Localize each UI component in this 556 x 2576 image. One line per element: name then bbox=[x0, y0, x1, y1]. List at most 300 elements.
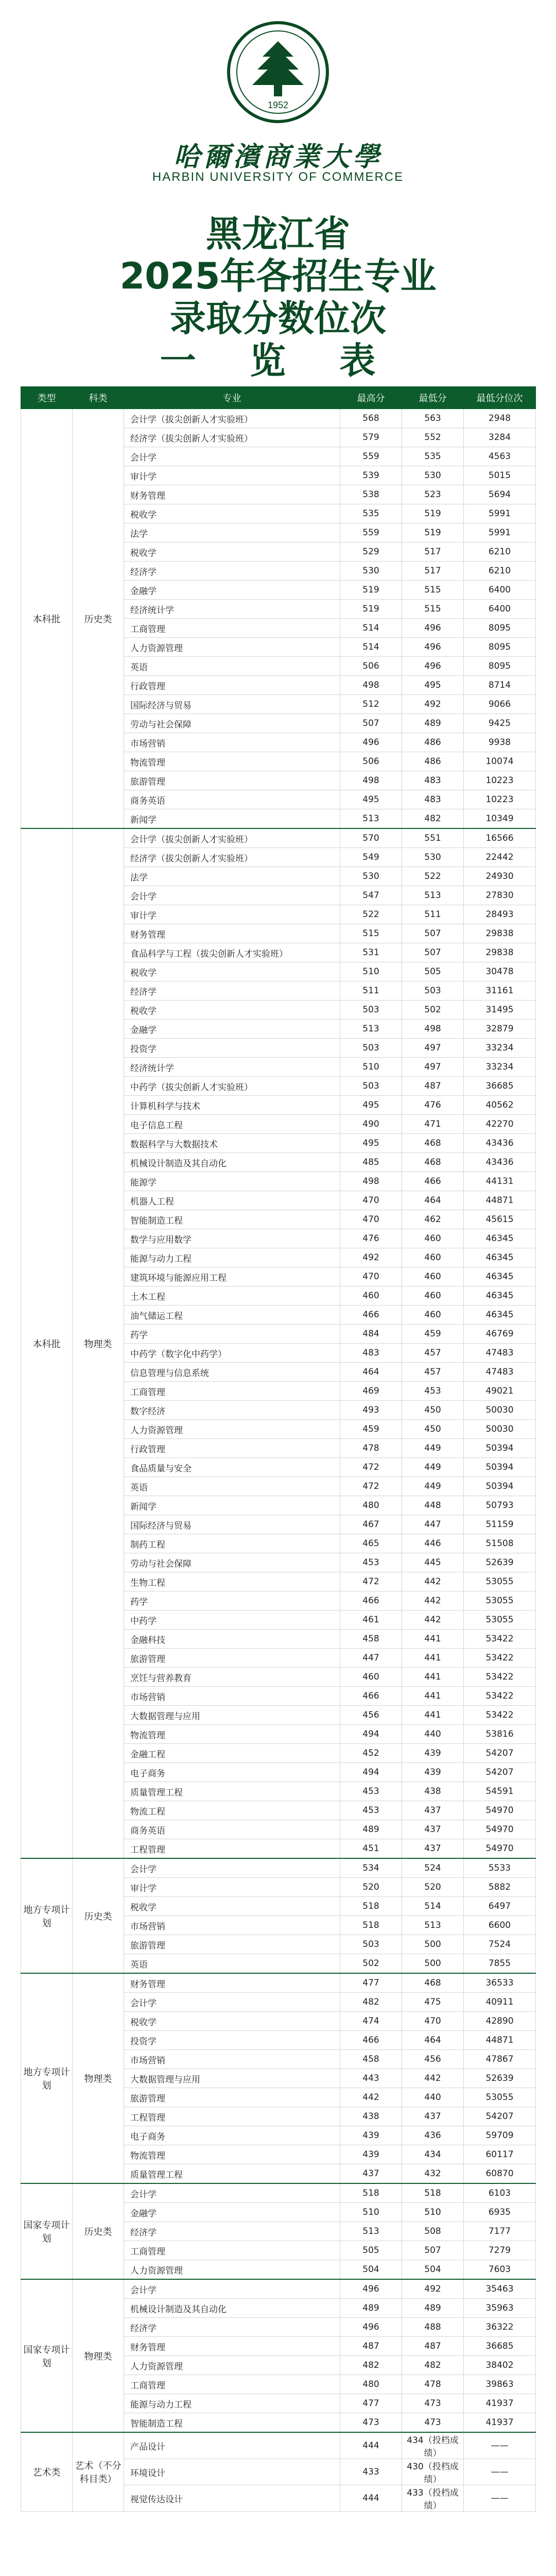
cell-min-score: 441 bbox=[402, 1649, 464, 1668]
cell-min-rank: 41937 bbox=[464, 2413, 536, 2433]
cell-major: 会计学 bbox=[124, 886, 340, 905]
cell-min-score: 503 bbox=[402, 981, 464, 1001]
cell-min-score: 432 bbox=[402, 2164, 464, 2184]
cell-min-rank: 50793 bbox=[464, 1496, 536, 1515]
cell-type: 地方专项计划 bbox=[21, 1973, 73, 2183]
cell-max-score: 504 bbox=[340, 2260, 402, 2280]
cell-min-score: 433（投档成绩） bbox=[402, 2485, 464, 2512]
cell-max-score: 458 bbox=[340, 1630, 402, 1649]
cell-major: 金融科技 bbox=[124, 1630, 340, 1649]
cell-major: 商务英语 bbox=[124, 1820, 340, 1839]
cell-min-score: 442 bbox=[402, 1611, 464, 1630]
cell-major: 会计学 bbox=[124, 1858, 340, 1878]
cell-max-score: 456 bbox=[340, 1706, 402, 1725]
cell-min-rank: 45615 bbox=[464, 1210, 536, 1229]
cell-max-score: 470 bbox=[340, 1191, 402, 1210]
cell-major: 人力资源管理 bbox=[124, 2356, 340, 2375]
cell-min-score: 437 bbox=[402, 1839, 464, 1859]
cell-max-score: 534 bbox=[340, 1858, 402, 1878]
cell-major: 投资学 bbox=[124, 2031, 340, 2050]
cell-major: 税收学 bbox=[124, 1897, 340, 1916]
cell-major: 旅游管理 bbox=[124, 1649, 340, 1668]
cell-major: 财务管理 bbox=[124, 2337, 340, 2356]
cell-major: 能源与动力工程 bbox=[124, 2394, 340, 2413]
cell-min-rank: 5694 bbox=[464, 485, 536, 504]
cell-max-score: 466 bbox=[340, 1687, 402, 1706]
cell-type: 地方专项计划 bbox=[21, 1858, 73, 1973]
cell-major: 市场营销 bbox=[124, 1687, 340, 1706]
cell-max-score: 496 bbox=[340, 2279, 402, 2299]
cell-min-score: 453 bbox=[402, 1382, 464, 1401]
cell-min-rank: 53816 bbox=[464, 1725, 536, 1744]
cell-min-score: 563 bbox=[402, 409, 464, 428]
cell-min-score: 523 bbox=[402, 485, 464, 504]
cell-major: 金融学 bbox=[124, 2203, 340, 2222]
cell-min-score: 513 bbox=[402, 1916, 464, 1935]
cell-max-score: 547 bbox=[340, 886, 402, 905]
cell-min-score: 535 bbox=[402, 447, 464, 466]
cell-max-score: 478 bbox=[340, 1439, 402, 1458]
university-name-cn: 哈爾濱商業大學 bbox=[173, 141, 383, 173]
cell-min-score: 530 bbox=[402, 848, 464, 867]
cell-max-score: 496 bbox=[340, 2318, 402, 2337]
cell-max-score: 503 bbox=[340, 1935, 402, 1954]
cell-major: 工商管理 bbox=[124, 2375, 340, 2394]
cell-major: 税收学 bbox=[124, 504, 340, 523]
cell-min-rank: 5991 bbox=[464, 523, 536, 543]
cell-type: 本科批 bbox=[21, 828, 73, 1858]
cell-min-score: 483 bbox=[402, 790, 464, 809]
cell-major: 劳动与社会保障 bbox=[124, 1553, 340, 1572]
cell-min-rank: 51159 bbox=[464, 1515, 536, 1534]
cell-major: 工程管理 bbox=[124, 1839, 340, 1859]
cell-min-rank: 54207 bbox=[464, 2107, 536, 2126]
cell-major: 信息管理与信息系统 bbox=[124, 1363, 340, 1382]
cell-max-score: 477 bbox=[340, 1973, 402, 1993]
cell-min-score: 439 bbox=[402, 1744, 464, 1763]
cell-min-score: 430（投档成绩） bbox=[402, 2459, 464, 2485]
cell-subject: 历史类 bbox=[73, 409, 124, 829]
cell-min-score: 519 bbox=[402, 504, 464, 523]
cell-min-rank: 49021 bbox=[464, 1382, 536, 1401]
cell-min-rank: 22442 bbox=[464, 848, 536, 867]
cell-min-rank: 10074 bbox=[464, 752, 536, 771]
cell-major: 生物工程 bbox=[124, 1572, 340, 1591]
cell-min-rank: 6210 bbox=[464, 562, 536, 581]
cell-max-score: 511 bbox=[340, 981, 402, 1001]
cell-max-score: 513 bbox=[340, 2222, 402, 2241]
cell-max-score: 514 bbox=[340, 619, 402, 638]
table-row bbox=[21, 1973, 536, 1993]
cell-max-score: 437 bbox=[340, 2164, 402, 2184]
page-title-line-3: 录取分数位次 bbox=[170, 297, 386, 340]
cell-min-rank: 53422 bbox=[464, 1687, 536, 1706]
cell-min-score: 524 bbox=[402, 1858, 464, 1878]
cell-min-score: 437 bbox=[402, 2107, 464, 2126]
cell-major: 工商管理 bbox=[124, 2241, 340, 2260]
cell-type: 国家专项计划 bbox=[21, 2279, 73, 2432]
cell-min-rank: 46345 bbox=[464, 1248, 536, 1267]
cell-max-score: 460 bbox=[340, 1668, 402, 1687]
cell-min-score: 498 bbox=[402, 1020, 464, 1039]
cell-major: 法学 bbox=[124, 523, 340, 543]
cell-max-score: 559 bbox=[340, 523, 402, 543]
cell-min-score: 513 bbox=[402, 886, 464, 905]
cell-major: 旅游管理 bbox=[124, 771, 340, 790]
cell-min-score: 496 bbox=[402, 638, 464, 657]
cell-min-rank: 53422 bbox=[464, 1630, 536, 1649]
header-min-rank: 最低分位次 bbox=[464, 387, 536, 409]
cell-min-score: 515 bbox=[402, 581, 464, 600]
cell-major: 会计学 bbox=[124, 2279, 340, 2299]
cell-min-score: 497 bbox=[402, 1058, 464, 1077]
cell-min-score: 441 bbox=[402, 1630, 464, 1649]
cell-min-score: 441 bbox=[402, 1706, 464, 1725]
cell-max-score: 494 bbox=[340, 1763, 402, 1782]
cell-min-score: 440 bbox=[402, 1725, 464, 1744]
cell-major: 人力资源管理 bbox=[124, 2260, 340, 2280]
cell-min-score: 441 bbox=[402, 1687, 464, 1706]
cell-min-rank: 29838 bbox=[464, 924, 536, 943]
cell-min-rank: 5882 bbox=[464, 1878, 536, 1897]
cell-min-score: 470 bbox=[402, 2012, 464, 2031]
cell-min-rank: 10223 bbox=[464, 790, 536, 809]
cell-max-score: 522 bbox=[340, 905, 402, 924]
cell-max-score: 529 bbox=[340, 543, 402, 562]
cell-major: 会计学（拔尖创新人才实验班） bbox=[124, 828, 340, 848]
cell-major: 财务管理 bbox=[124, 485, 340, 504]
cell-max-score: 473 bbox=[340, 2413, 402, 2433]
cell-min-score: 457 bbox=[402, 1344, 464, 1363]
cell-major: 新闻学 bbox=[124, 809, 340, 829]
cell-min-score: 446 bbox=[402, 1534, 464, 1553]
cell-min-score: 447 bbox=[402, 1515, 464, 1534]
cell-major: 税收学 bbox=[124, 962, 340, 981]
cell-min-rank: 50394 bbox=[464, 1458, 536, 1477]
cell-type: 本科批 bbox=[21, 409, 73, 829]
cell-min-score: 489 bbox=[402, 714, 464, 733]
cell-major: 经济学 bbox=[124, 2222, 340, 2241]
cell-major: 金融学 bbox=[124, 581, 340, 600]
cell-min-score: 473 bbox=[402, 2394, 464, 2413]
cell-min-score: 460 bbox=[402, 1306, 464, 1325]
table-header-row bbox=[21, 387, 536, 409]
cell-min-rank: 40562 bbox=[464, 1096, 536, 1115]
cell-min-score: 489 bbox=[402, 2299, 464, 2318]
cell-min-score: 482 bbox=[402, 2356, 464, 2375]
cell-max-score: 482 bbox=[340, 1993, 402, 2012]
cell-min-score: 449 bbox=[402, 1439, 464, 1458]
cell-min-rank: 43436 bbox=[464, 1153, 536, 1172]
cell-min-score: 438 bbox=[402, 1782, 464, 1801]
cell-min-score: 459 bbox=[402, 1325, 464, 1344]
cell-min-rank: 35963 bbox=[464, 2299, 536, 2318]
cell-min-score: 522 bbox=[402, 867, 464, 886]
cell-min-score: 441 bbox=[402, 1668, 464, 1687]
cell-min-rank: 39863 bbox=[464, 2375, 536, 2394]
cell-min-rank: —— bbox=[464, 2459, 536, 2485]
header-subject: 科类 bbox=[73, 387, 124, 409]
cell-min-rank: 42270 bbox=[464, 1115, 536, 1134]
header-max-score: 最高分 bbox=[340, 387, 402, 409]
cell-max-score: 531 bbox=[340, 943, 402, 962]
cell-min-rank: —— bbox=[464, 2485, 536, 2512]
cell-max-score: 502 bbox=[340, 1954, 402, 1974]
cell-major: 烹饪与营养教育 bbox=[124, 1668, 340, 1687]
cell-min-score: 468 bbox=[402, 1973, 464, 1993]
cell-max-score: 444 bbox=[340, 2485, 402, 2512]
cell-type: 艺术类 bbox=[21, 2432, 73, 2512]
cell-subject: 历史类 bbox=[73, 1858, 124, 1973]
cell-major: 投资学 bbox=[124, 1039, 340, 1058]
cell-min-rank: —— bbox=[464, 2432, 536, 2459]
cell-major: 中药学 bbox=[124, 1611, 340, 1630]
cell-major: 质量管理工程 bbox=[124, 2164, 340, 2184]
header-type: 类型 bbox=[21, 387, 73, 409]
cell-min-score: 456 bbox=[402, 2050, 464, 2069]
cell-min-rank: 38402 bbox=[464, 2356, 536, 2375]
cell-max-score: 453 bbox=[340, 1782, 402, 1801]
cell-min-score: 551 bbox=[402, 828, 464, 848]
cell-min-score: 552 bbox=[402, 428, 464, 447]
cell-major: 质量管理工程 bbox=[124, 1782, 340, 1801]
cell-min-score: 495 bbox=[402, 676, 464, 695]
cell-min-rank: 32879 bbox=[464, 1020, 536, 1039]
cell-max-score: 466 bbox=[340, 1306, 402, 1325]
cell-min-rank: 52639 bbox=[464, 2069, 536, 2088]
cell-min-rank: 6103 bbox=[464, 2183, 536, 2203]
cell-min-score: 450 bbox=[402, 1420, 464, 1439]
cell-max-score: 489 bbox=[340, 1820, 402, 1839]
cell-max-score: 472 bbox=[340, 1458, 402, 1477]
cell-min-score: 460 bbox=[402, 1229, 464, 1248]
cell-subject: 物理类 bbox=[73, 1973, 124, 2183]
cell-min-rank: 36322 bbox=[464, 2318, 536, 2337]
cell-major: 英语 bbox=[124, 1954, 340, 1974]
cell-min-score: 511 bbox=[402, 905, 464, 924]
cell-min-rank: 59709 bbox=[464, 2126, 536, 2145]
cell-major: 英语 bbox=[124, 1477, 340, 1496]
cell-min-score: 483 bbox=[402, 771, 464, 790]
cell-min-score: 450 bbox=[402, 1401, 464, 1420]
cell-min-rank: 35463 bbox=[464, 2279, 536, 2299]
cell-min-score: 436 bbox=[402, 2126, 464, 2145]
cell-max-score: 464 bbox=[340, 1363, 402, 1382]
cell-min-score: 510 bbox=[402, 2203, 464, 2222]
cell-max-score: 490 bbox=[340, 1115, 402, 1134]
cell-max-score: 466 bbox=[340, 2031, 402, 2050]
cell-max-score: 530 bbox=[340, 562, 402, 581]
cell-min-rank: 5533 bbox=[464, 1858, 536, 1878]
cell-min-score: 460 bbox=[402, 1286, 464, 1306]
cell-min-score: 496 bbox=[402, 657, 464, 676]
cell-min-rank: 36685 bbox=[464, 2337, 536, 2356]
cell-min-score: 448 bbox=[402, 1496, 464, 1515]
cell-min-score: 496 bbox=[402, 619, 464, 638]
cell-min-score: 437 bbox=[402, 1820, 464, 1839]
cell-major: 经济学（拔尖创新人才实验班） bbox=[124, 848, 340, 867]
header-min-score: 最低分 bbox=[402, 387, 464, 409]
cell-min-score: 520 bbox=[402, 1878, 464, 1897]
cell-min-rank: 7603 bbox=[464, 2260, 536, 2280]
cell-subject: 物理类 bbox=[73, 828, 124, 1858]
cell-max-score: 518 bbox=[340, 2183, 402, 2203]
cell-min-score: 508 bbox=[402, 2222, 464, 2241]
cell-major: 物流管理 bbox=[124, 2145, 340, 2164]
cell-max-score: 487 bbox=[340, 2337, 402, 2356]
cell-min-rank: 44131 bbox=[464, 1172, 536, 1191]
cell-max-score: 458 bbox=[340, 2050, 402, 2069]
cell-major: 人力资源管理 bbox=[124, 1420, 340, 1439]
cell-max-score: 519 bbox=[340, 600, 402, 619]
cell-min-score: 449 bbox=[402, 1458, 464, 1477]
table-row bbox=[21, 2432, 536, 2459]
cell-min-rank: 60870 bbox=[464, 2164, 536, 2184]
cell-min-score: 497 bbox=[402, 1039, 464, 1058]
cell-min-rank: 50030 bbox=[464, 1420, 536, 1439]
cell-min-rank: 7855 bbox=[464, 1954, 536, 1974]
cell-min-score: 514 bbox=[402, 1897, 464, 1916]
cell-major: 计算机科学与技术 bbox=[124, 1096, 340, 1115]
cell-min-score: 500 bbox=[402, 1935, 464, 1954]
cell-min-rank: 9425 bbox=[464, 714, 536, 733]
cell-min-rank: 53055 bbox=[464, 1611, 536, 1630]
cell-min-score: 476 bbox=[402, 1096, 464, 1115]
cell-min-score: 507 bbox=[402, 924, 464, 943]
cell-max-score: 472 bbox=[340, 1477, 402, 1496]
cell-min-rank: 8095 bbox=[464, 638, 536, 657]
cell-major: 机械设计制造及其自动化 bbox=[124, 2299, 340, 2318]
cell-max-score: 492 bbox=[340, 1248, 402, 1267]
cell-min-rank: 53422 bbox=[464, 1706, 536, 1725]
cell-major: 经济统计学 bbox=[124, 1058, 340, 1077]
cell-min-rank: 8714 bbox=[464, 676, 536, 695]
cell-min-score: 437 bbox=[402, 1801, 464, 1820]
cell-max-score: 442 bbox=[340, 2088, 402, 2107]
cell-min-rank: 7279 bbox=[464, 2241, 536, 2260]
cell-min-rank: 60117 bbox=[464, 2145, 536, 2164]
cell-major: 商务英语 bbox=[124, 790, 340, 809]
cell-max-score: 538 bbox=[340, 485, 402, 504]
cell-min-rank: 54970 bbox=[464, 1801, 536, 1820]
cell-max-score: 506 bbox=[340, 657, 402, 676]
cell-max-score: 520 bbox=[340, 1878, 402, 1897]
cell-major: 食品科学与工程（拔尖创新人才实验班） bbox=[124, 943, 340, 962]
cell-major: 审计学 bbox=[124, 466, 340, 485]
cell-min-rank: 53055 bbox=[464, 2088, 536, 2107]
cell-max-score: 496 bbox=[340, 733, 402, 752]
cell-max-score: 484 bbox=[340, 1325, 402, 1344]
cell-max-score: 510 bbox=[340, 2203, 402, 2222]
cell-min-rank: 31495 bbox=[464, 1001, 536, 1020]
cell-min-rank: 43436 bbox=[464, 1134, 536, 1153]
cell-subject: 物理类 bbox=[73, 2279, 124, 2432]
cell-min-rank: 36685 bbox=[464, 1077, 536, 1096]
cell-max-score: 579 bbox=[340, 428, 402, 447]
cell-min-rank: 6210 bbox=[464, 543, 536, 562]
cell-max-score: 507 bbox=[340, 714, 402, 733]
cell-major: 能源学 bbox=[124, 1172, 340, 1191]
cell-max-score: 465 bbox=[340, 1534, 402, 1553]
cell-min-score: 488 bbox=[402, 2318, 464, 2337]
cell-min-rank: 53055 bbox=[464, 1572, 536, 1591]
cell-min-score: 464 bbox=[402, 2031, 464, 2050]
cell-min-rank: 47483 bbox=[464, 1344, 536, 1363]
cell-major: 中药学（数字化中药学） bbox=[124, 1344, 340, 1363]
cell-max-score: 498 bbox=[340, 676, 402, 695]
cell-major: 能源与动力工程 bbox=[124, 1248, 340, 1267]
page-title-line-2: 2025年各招生专业 bbox=[119, 255, 437, 297]
cell-major: 物流管理 bbox=[124, 752, 340, 771]
table-body bbox=[21, 409, 536, 2512]
cell-max-score: 510 bbox=[340, 1058, 402, 1077]
cell-major: 产品设计 bbox=[124, 2432, 340, 2459]
cell-max-score: 530 bbox=[340, 867, 402, 886]
cell-min-rank: 46345 bbox=[464, 1306, 536, 1325]
cell-major: 数学与应用数学 bbox=[124, 1229, 340, 1248]
cell-max-score: 480 bbox=[340, 1496, 402, 1515]
table-row bbox=[21, 828, 536, 848]
cell-min-score: 487 bbox=[402, 1077, 464, 1096]
cell-min-rank: 4563 bbox=[464, 447, 536, 466]
cell-major: 物流管理 bbox=[124, 1725, 340, 1744]
cell-major: 大数据管理与应用 bbox=[124, 1706, 340, 1725]
cell-max-score: 570 bbox=[340, 828, 402, 848]
cell-min-rank: 54207 bbox=[464, 1763, 536, 1782]
cell-min-score: 475 bbox=[402, 1993, 464, 2012]
cell-min-score: 462 bbox=[402, 1210, 464, 1229]
cell-major: 智能制造工程 bbox=[124, 2413, 340, 2433]
cell-major: 经济学（拔尖创新人才实验班） bbox=[124, 428, 340, 447]
cell-major: 油气储运工程 bbox=[124, 1306, 340, 1325]
cell-major: 市场营销 bbox=[124, 733, 340, 752]
cell-min-score: 440 bbox=[402, 2088, 464, 2107]
cell-min-rank: 54970 bbox=[464, 1839, 536, 1859]
cell-max-score: 513 bbox=[340, 809, 402, 829]
cell-min-rank: 46769 bbox=[464, 1325, 536, 1344]
cell-major: 经济统计学 bbox=[124, 600, 340, 619]
cell-max-score: 513 bbox=[340, 1020, 402, 1039]
cell-min-rank: 40911 bbox=[464, 1993, 536, 2012]
cell-min-score: 468 bbox=[402, 1153, 464, 1172]
cell-max-score: 460 bbox=[340, 1286, 402, 1306]
cell-max-score: 495 bbox=[340, 1096, 402, 1115]
cell-min-score: 486 bbox=[402, 752, 464, 771]
cell-min-rank: 44871 bbox=[464, 2031, 536, 2050]
cell-major: 新闻学 bbox=[124, 1496, 340, 1515]
cell-max-score: 503 bbox=[340, 1001, 402, 1020]
cell-major: 会计学 bbox=[124, 1993, 340, 2012]
cell-max-score: 453 bbox=[340, 1553, 402, 1572]
cell-major: 税收学 bbox=[124, 2012, 340, 2031]
cell-max-score: 447 bbox=[340, 1649, 402, 1668]
cell-min-rank: 6400 bbox=[464, 600, 536, 619]
cell-min-score: 519 bbox=[402, 523, 464, 543]
cell-max-score: 519 bbox=[340, 581, 402, 600]
cell-major: 物流工程 bbox=[124, 1801, 340, 1820]
cell-min-rank: 6497 bbox=[464, 1897, 536, 1916]
cell-max-score: 495 bbox=[340, 790, 402, 809]
cell-min-score: 507 bbox=[402, 2241, 464, 2260]
cell-min-rank: 30478 bbox=[464, 962, 536, 981]
cell-min-score: 502 bbox=[402, 1001, 464, 1020]
cell-major: 电子商务 bbox=[124, 1763, 340, 1782]
cell-min-rank: 46345 bbox=[464, 1267, 536, 1286]
cell-max-score: 483 bbox=[340, 1344, 402, 1363]
cell-major: 制药工程 bbox=[124, 1534, 340, 1553]
cell-min-rank: 53055 bbox=[464, 1591, 536, 1611]
cell-min-score: 507 bbox=[402, 943, 464, 962]
